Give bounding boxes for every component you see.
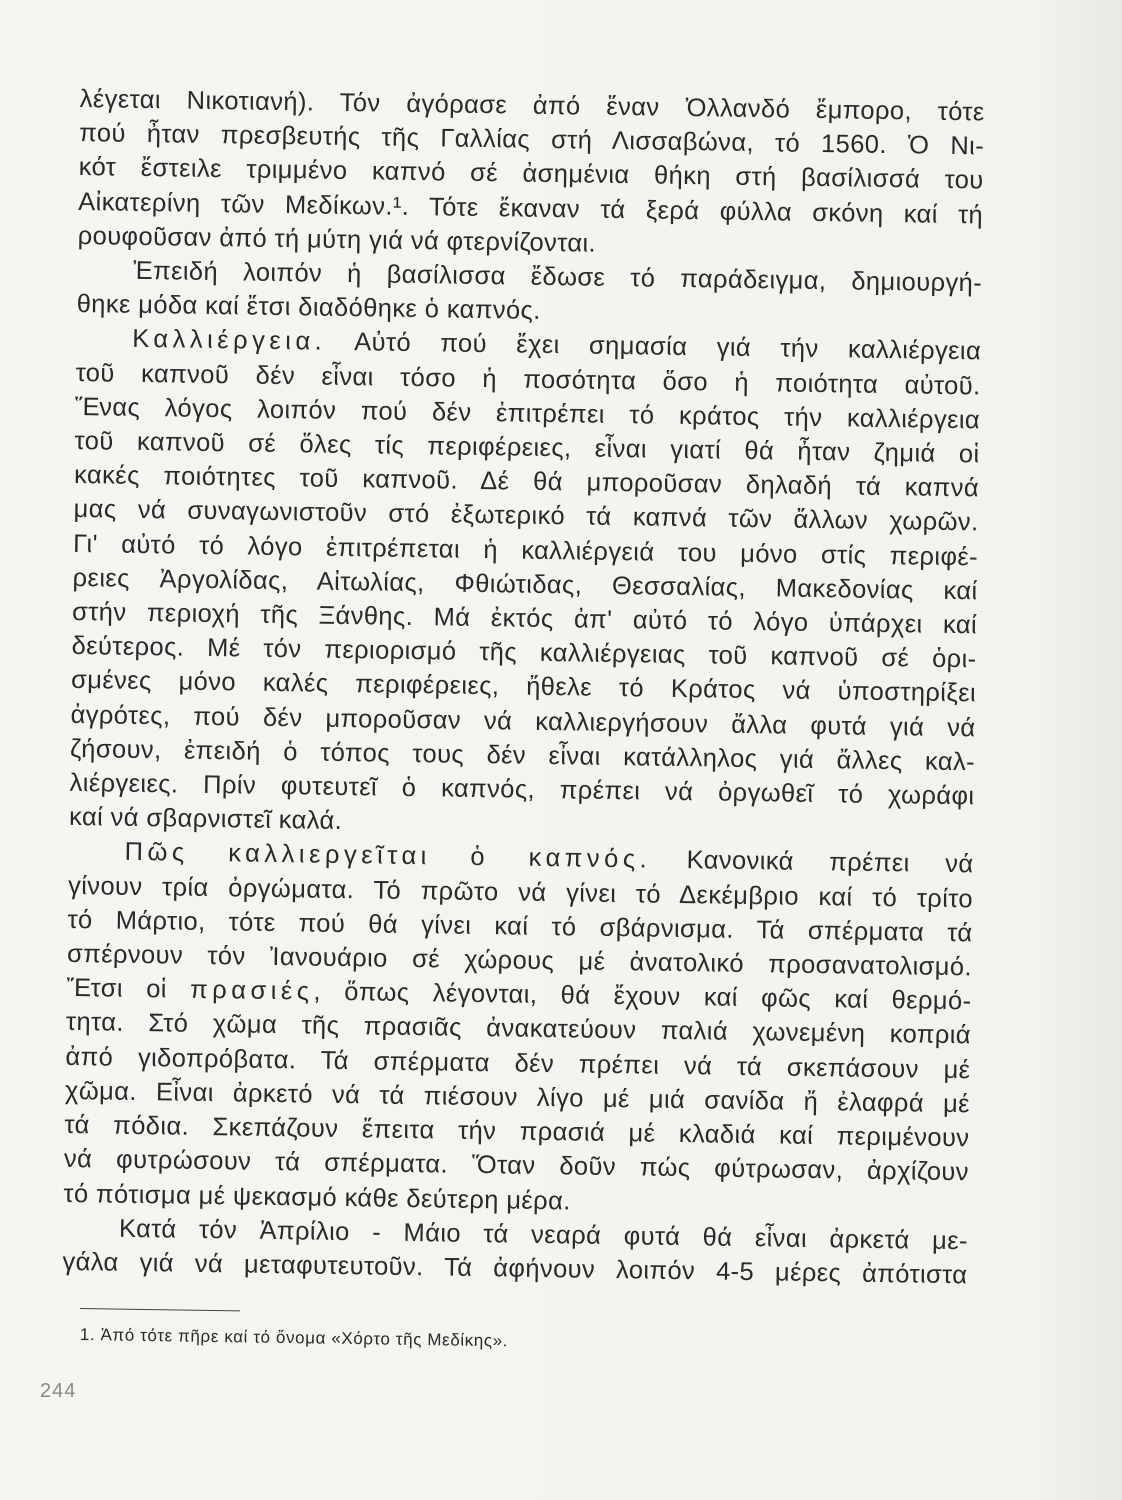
text-line: πού ἦταν πρεσβευτής τῆς Γαλλίας στή Λισσαβώνα, τό 1560. Ὁ Νι-: [79, 119, 985, 161]
body-text: [62, 82, 985, 1292]
text-line: τά πόδια. Σκεπάζουν ἔπειτα τήν πρασιά μέ κλαδιά καί περιμένουν: [64, 1110, 970, 1153]
text-line: σμένες μόνο καλές περιφέρειες, ἤθελε τό Κράτος νά ὑποστηρίξει: [70, 666, 977, 708]
text-line: ζήσουν, ἐπειδή ὁ τόπος τους δέν εἶναι κατάλληλος γιά ἄλλες καλ-: [69, 734, 976, 777]
text-line: ρειες Ἀργολίδας, Αἰτωλίας, Φθιώτιδας, Θεσσαλίας, Μακεδονίας καί: [72, 563, 978, 606]
text-line: χῶμα. Εἶναι ἀρκετό νά τά πιέσουν λίγο μέ μιά σανίδα ἤ ἐλαφρά μέ: [64, 1076, 971, 1119]
text-line: τητα. Στό χῶμα τῆς πρασιᾶς ἀνακατεύουν παλιά χωνεμένη κοπριά: [65, 1008, 972, 1050]
text-line: θηκε μόδα καί ἔτσι διαδόθηκε ὁ καπνός.: [76, 290, 541, 326]
text-line: γίνουν τρία ὀργώματα. Τό πρῶτο νά γίνει τό Δεκέμβριο καί τό τρίτο: [67, 871, 974, 914]
text-fragment: Ἔτσι οἱ: [66, 974, 191, 1005]
text-line: τοῦ καπνοῦ δέν εἶναι τόσο ἡ ποσότητα ὅσο ἡ ποιότητα αὐτοῦ.: [75, 358, 981, 401]
term-beds: πρασιές: [189, 976, 314, 1006]
text-line: νά φυτρώσουν τά σπέρματα. Ὅταν δοῦν πώς φύτρωσαν, ἀρχίζουν: [63, 1145, 970, 1187]
text-line: τό Μάρτιο, τότε πού θά γίνει καί τό σβάρνισμα. Τά σπέρματα τά: [67, 905, 973, 948]
text-line: Ἕνας λόγος λοιπόν πού δέν ἐπιτρέπει τό κράτος τήν καλλιέργεια: [74, 392, 981, 435]
text-line: μας νά συναγωνιστοῦν στό ἐξωτερικό τά καπνά τῶν ἄλλων χωρῶν.: [73, 495, 979, 537]
section-heading-cultivation: Καλλιέργεια.: [131, 325, 327, 357]
text-line: τό πότισμα μέ ψεκασμό κάθε δεύτερη μέρα.: [63, 1179, 571, 1215]
text-line: Ἐπειδή λοιπόν ἡ βασίλισσα ἔδωσε τό παράδειγμα, δημιουργή-: [132, 256, 983, 298]
text-line: λέγεται Νικοτιανή). Τόν ἀγόρασε ἀπό ἕναν Ὀλλανδό ἔμπορο, τότε: [79, 84, 985, 127]
text-line: γάλα γιά νά μεταφυτευτοῦν. Τά ἀφήνουν λοιπόν 4-5 μέρες ἀπότιστα: [62, 1247, 968, 1290]
text-line: καί νά σβαρνιστεῖ καλά.: [68, 803, 343, 836]
text-line: ἀγρότες, πού δέν μποροῦσαν νά καλλιεργήσουν ἄλλα φυτά γιά νά: [70, 700, 976, 743]
text-fragment: Αὐτό πού ἔχει σημασία γιά τήν καλλιέργεια: [326, 328, 982, 366]
text-line: στήν περιοχή τῆς Ξάνθης. Μά ἐκτός ἀπ' αὐτό τό λόγο ὑπάρχει καί: [71, 597, 978, 640]
text-line: κότ ἔστειλε τριμμένο καπνό σέ ἀσημένια θήκη στή βασίλισσά του: [78, 153, 984, 195]
text-fragment: Κανονικά πρέπει νά: [650, 846, 974, 879]
text-line: ρουφοῦσαν ἀπό τή μύτη γιά νά φτερνίζονται.: [77, 221, 597, 258]
text-line: δεύτερος. Μέ τόν περιορισμό τῆς καλλιέργειας τοῦ καπνοῦ σέ ὁρι-: [71, 632, 977, 674]
text-line: τοῦ καπνοῦ σέ ὅλες τίς περιφέρειες, εἶναι γιατί θά ἦταν ζημιά οἱ: [74, 426, 980, 469]
footnote: 1. Ἀπό τότε πῆρε καί τό ὄνομα «Χόρτο τῆς Μεδίκης».: [79, 1324, 509, 1351]
text-line: Γι' αὐτό τό λόγο ἐπιτρέπεται ἡ καλλιέργειά του μόνο στίς περιφέ-: [72, 529, 979, 572]
text-line: ἀπό γιδοπρόβατα. Τά σπέρματα δέν πρέπει νά τά σκεπάσουν μέ: [65, 1042, 971, 1085]
text-fragment: , ὅπως λέγονται, θά ἔχουν καί φῶς καί θερμό-: [313, 977, 972, 1016]
text-line: Αἰκατερίνη τῶν Μεδίκων.¹. Τότε ἔκαναν τά ξερά φύλλα σκόνη καί τή: [78, 187, 984, 230]
footnote-divider: [80, 1308, 240, 1311]
page-number: 244: [40, 1380, 77, 1402]
section-heading-how: Πῶς καλλιεργεῖται ὁ καπνός.: [124, 838, 652, 875]
text-line: σπέρνουν τόν Ἰανουάριο σέ χώρους μέ ἀνατολικό προσανατολισμό.: [66, 939, 973, 982]
text-line: λιέργειες. Πρίν φυτευτεῖ ὁ καπνός, πρέπει νά ὀργωθεῖ τό χωράφι: [69, 768, 975, 811]
text-line: κακές ποιότητες τοῦ καπνοῦ. Δέ θά μποροῦσαν δηλαδή τά καπνά: [73, 461, 980, 503]
text-line: Κατά τόν Ἀπρίλιο - Μάιο τά νεαρά φυτά θά εἶναι ἀρκετά με-: [118, 1214, 969, 1256]
